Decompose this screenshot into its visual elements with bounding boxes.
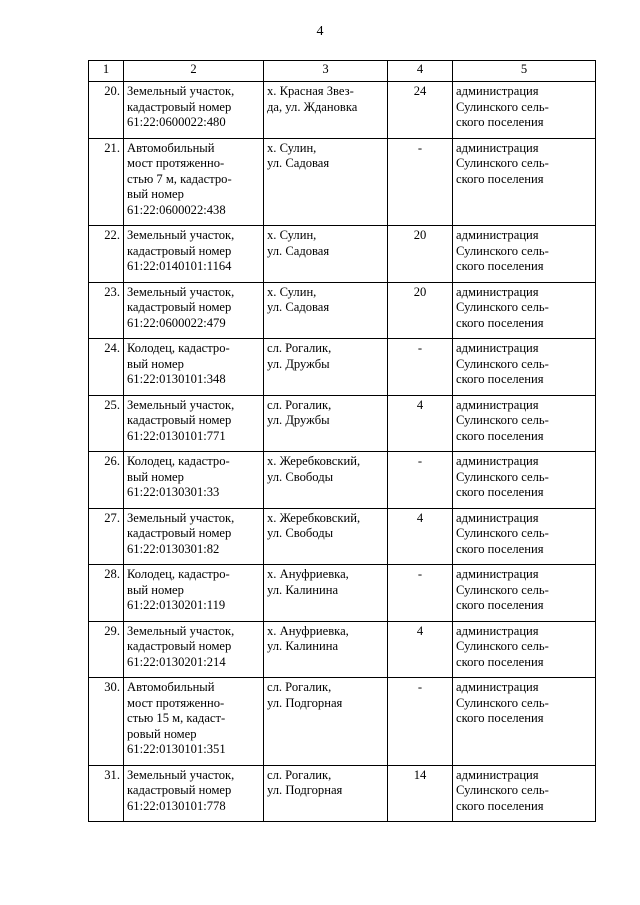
row-number: 24. [89, 339, 124, 396]
object-address: х. Сулин, ул. Садовая [264, 282, 388, 339]
object-owner: администрация Сулинского сель- ского поселения [453, 138, 596, 226]
row-number: 21. [89, 138, 124, 226]
object-area: 4 [388, 621, 453, 678]
object-area: 4 [388, 395, 453, 452]
object-owner: администрация Сулинского сель- ского поселения [453, 508, 596, 565]
object-name: Колодец, кадастро- вый номер 61:22:0130101:348 [124, 339, 264, 396]
header-col-2: 2 [124, 61, 264, 82]
object-area: 24 [388, 82, 453, 139]
object-address: х. Жеребковский, ул. Свободы [264, 508, 388, 565]
object-address: сл. Рогалик, ул. Подгорная [264, 765, 388, 822]
object-address: х. Ануфриевка, ул. Калинина [264, 565, 388, 622]
object-name: Автомобильный мост протяженно- стью 15 м, кадаст- ровый номер 61:22:0130101:351 [124, 678, 264, 766]
object-owner: администрация Сулинского сель- ского поселения [453, 395, 596, 452]
object-name: Колодец, кадастро- вый номер 61:22:0130201:119 [124, 565, 264, 622]
row-number: 27. [89, 508, 124, 565]
table-row [89, 678, 596, 766]
table-row [89, 452, 596, 509]
header-col-4: 4 [388, 61, 453, 82]
object-area: - [388, 138, 453, 226]
object-area: 14 [388, 765, 453, 822]
object-owner: администрация Сулинского сель- ского поселения [453, 678, 596, 766]
row-number: 26. [89, 452, 124, 509]
property-table [88, 60, 596, 822]
row-number: 20. [89, 82, 124, 139]
row-number: 30. [89, 678, 124, 766]
header-col-5: 5 [453, 61, 596, 82]
table-row [89, 82, 596, 139]
row-number: 28. [89, 565, 124, 622]
object-area: - [388, 678, 453, 766]
row-number: 22. [89, 226, 124, 283]
object-area: 4 [388, 508, 453, 565]
object-area: - [388, 339, 453, 396]
object-address: х. Сулин, ул. Садовая [264, 138, 388, 226]
header-row [89, 61, 596, 82]
object-name: Земельный участок, кадастровый номер 61:22:0600022:480 [124, 82, 264, 139]
object-address: х. Сулин, ул. Садовая [264, 226, 388, 283]
row-number: 23. [89, 282, 124, 339]
object-owner: администрация Сулинского сель- ского поселения [453, 765, 596, 822]
object-name: Земельный участок, кадастровый номер 61:22:0130101:778 [124, 765, 264, 822]
table-row [89, 765, 596, 822]
object-owner: администрация Сулинского сель- ского поселения [453, 339, 596, 396]
object-owner: администрация Сулинского сель- ского поселения [453, 621, 596, 678]
object-owner: администрация Сулинского сель- ского поселения [453, 226, 596, 283]
table-row [89, 282, 596, 339]
table-row [89, 395, 596, 452]
object-name: Колодец, кадастро- вый номер 61:22:0130301:33 [124, 452, 264, 509]
object-name: Земельный участок, кадастровый номер 61:22:0130301:82 [124, 508, 264, 565]
object-name: Земельный участок, кадастровый номер 61:22:0130201:214 [124, 621, 264, 678]
page-number: 4 [316, 24, 324, 39]
object-name: Земельный участок, кадастровый номер 61:22:0140101:1164 [124, 226, 264, 283]
table-row [89, 621, 596, 678]
object-area: 20 [388, 226, 453, 283]
object-owner: администрация Сулинского сель- ского поселения [453, 82, 596, 139]
object-owner: администрация Сулинского сель- ского поселения [453, 565, 596, 622]
object-owner: администрация Сулинского сель- ского поселения [453, 282, 596, 339]
object-area: - [388, 565, 453, 622]
row-number: 31. [89, 765, 124, 822]
table-row [89, 226, 596, 283]
table-row [89, 138, 596, 226]
object-owner: администрация Сулинского сель- ского поселения [453, 452, 596, 509]
header-col-3: 3 [264, 61, 388, 82]
table-header [89, 61, 596, 82]
object-area: - [388, 452, 453, 509]
object-address: х. Красная Звез- да, ул. Ждановка [264, 82, 388, 139]
object-name: Автомобильный мост протяженно- стью 7 м, кадастро- вый номер 61:22:0600022:438 [124, 138, 264, 226]
row-number: 25. [89, 395, 124, 452]
object-area: 20 [388, 282, 453, 339]
table-row [89, 565, 596, 622]
object-address: х. Ануфриевка, ул. Калинина [264, 621, 388, 678]
header-col-1: 1 [89, 61, 124, 82]
object-address: сл. Рогалик, ул. Дружбы [264, 395, 388, 452]
object-address: сл. Рогалик, ул. Дружбы [264, 339, 388, 396]
object-name: Земельный участок, кадастровый номер 61:22:0130101:771 [124, 395, 264, 452]
table-row [89, 508, 596, 565]
object-name: Земельный участок, кадастровый номер 61:22:0600022:479 [124, 282, 264, 339]
row-number: 29. [89, 621, 124, 678]
table-row [89, 339, 596, 396]
object-address: х. Жеребковский, ул. Свободы [264, 452, 388, 509]
table-body [89, 82, 596, 822]
object-address: сл. Рогалик, ул. Подгорная [264, 678, 388, 766]
